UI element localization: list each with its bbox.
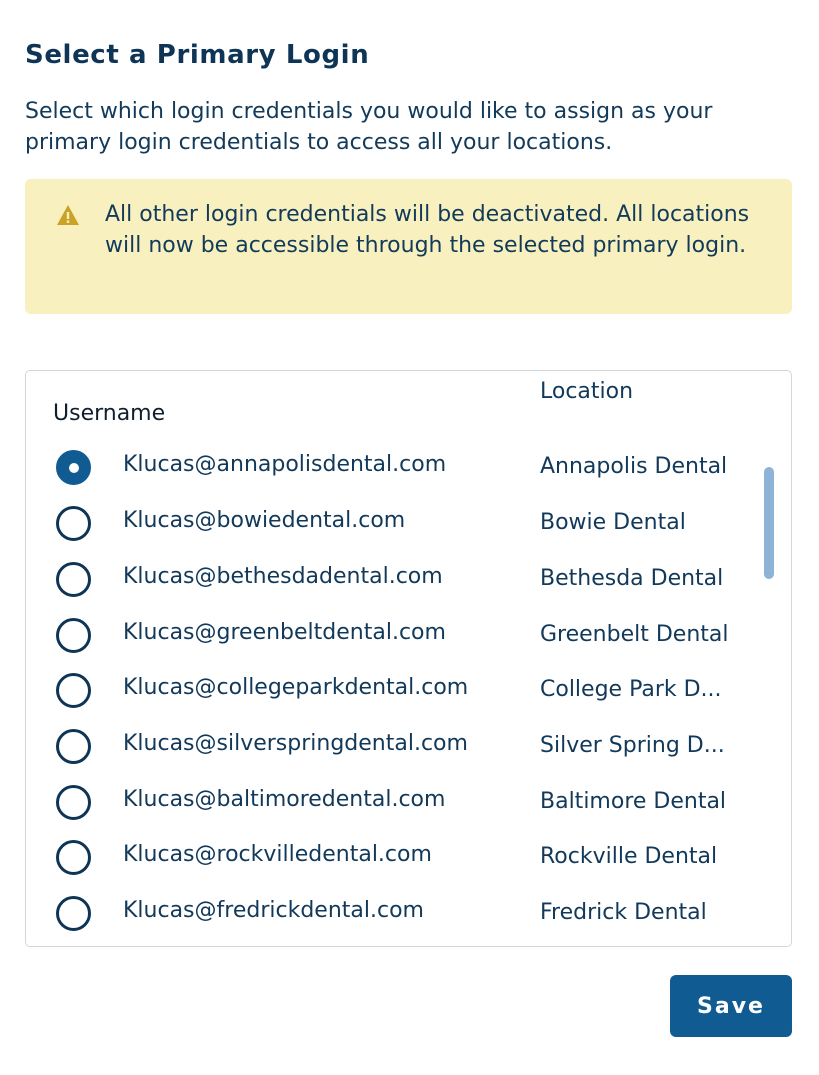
location-cell: Greenbelt Dental: [540, 622, 729, 647]
location-cell: Rockville Dental: [540, 844, 718, 869]
username-cell: Klucas@fredrickdental.com: [123, 898, 424, 923]
warning-alert: [25, 179, 792, 314]
login-table: [25, 370, 792, 947]
radio-button[interactable]: [56, 450, 91, 485]
radio-button[interactable]: [56, 785, 91, 820]
table-row[interactable]: [26, 781, 766, 829]
radio-button[interactable]: [56, 673, 91, 708]
location-cell: Fredrick Dental: [540, 900, 707, 925]
table-row[interactable]: [26, 669, 766, 717]
location-cell: Bowie Dental: [540, 510, 686, 535]
radio-button[interactable]: [56, 562, 91, 597]
username-cell: Klucas@annapolisdental.com: [123, 452, 447, 477]
username-cell: Klucas@bethesdadental.com: [123, 564, 443, 589]
username-cell: Klucas@baltimoredental.com: [123, 787, 446, 812]
location-cell: Silver Spring D...: [540, 733, 725, 758]
warning-message: All other login credentials will be deactivated. All locations will now be accessible through the selected primary login.: [105, 202, 750, 258]
table-row[interactable]: [26, 725, 766, 773]
radio-button[interactable]: [56, 618, 91, 653]
username-cell: Klucas@collegeparkdental.com: [123, 675, 469, 700]
username-cell: Klucas@greenbeltdental.com: [123, 620, 446, 645]
scrollbar-thumb[interactable]: [764, 467, 774, 579]
warning-icon: [56, 204, 80, 226]
table-row[interactable]: [26, 892, 766, 940]
username-cell: Klucas@bowiedental.com: [123, 508, 406, 533]
radio-button[interactable]: [56, 840, 91, 875]
location-cell: Bethesda Dental: [540, 566, 724, 591]
username-column-header: Username: [53, 401, 166, 426]
radio-button[interactable]: [56, 896, 91, 931]
location-column-header: Location: [540, 379, 634, 404]
username-cell: Klucas@rockvilledental.com: [123, 842, 432, 867]
table-row[interactable]: [26, 614, 766, 662]
table-row[interactable]: [26, 836, 766, 884]
location-cell: Baltimore Dental: [540, 789, 727, 814]
location-cell: College Park D...: [540, 677, 722, 702]
table-row[interactable]: [26, 502, 766, 550]
table-row[interactable]: [26, 558, 766, 606]
username-cell: Klucas@silverspringdental.com: [123, 731, 468, 756]
radio-button[interactable]: [56, 506, 91, 541]
dialog-description: Select which login credentials you would like to assign as your primary login credentials to access all your locations.: [25, 99, 713, 155]
location-cell: Annapolis Dental: [540, 454, 728, 479]
radio-button[interactable]: [56, 729, 91, 764]
dialog-title: Select a Primary Login: [25, 40, 370, 70]
save-button[interactable]: Save: [670, 975, 792, 1037]
table-row[interactable]: [26, 446, 766, 494]
